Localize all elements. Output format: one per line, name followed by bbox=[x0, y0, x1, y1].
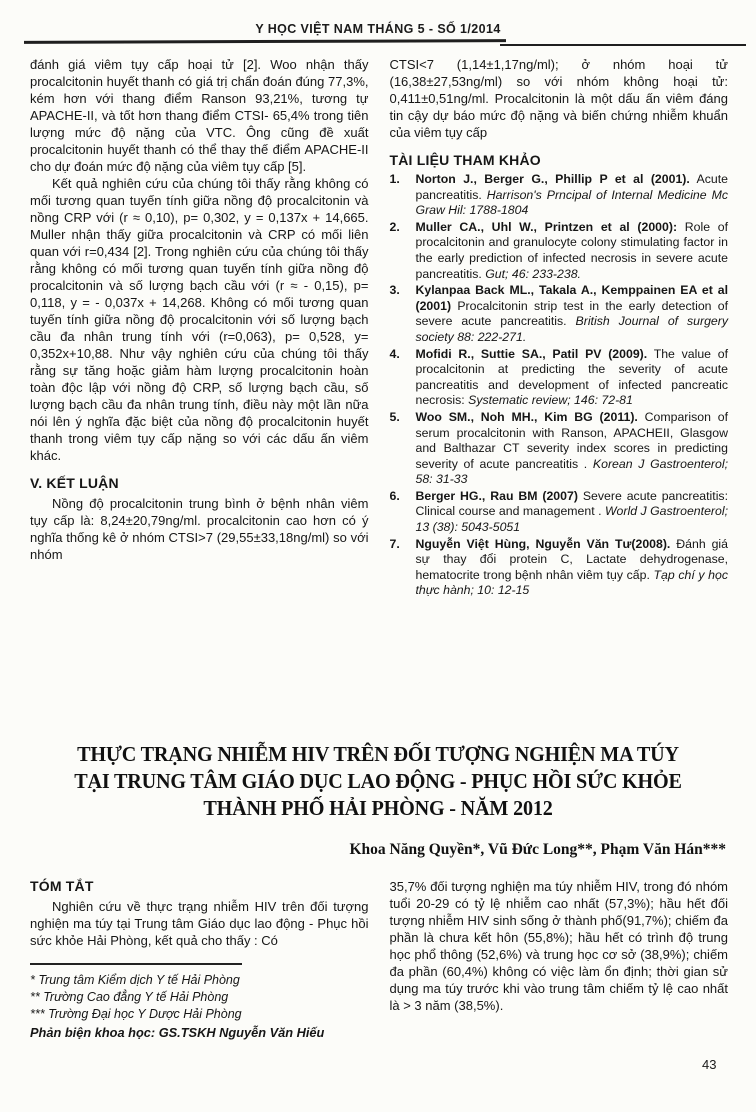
footnote-affiliation: * Trung tâm Kiểm dịch Y tế Hải Phòng bbox=[30, 973, 240, 987]
reference-number: 2. bbox=[389, 219, 400, 234]
reference-authors: Nguyễn Việt Hùng, Nguyễn Văn Tư(2008). bbox=[415, 536, 671, 551]
article2-title-line: THỰC TRẠNG NHIỄM HIV TRÊN ĐỐI TƯỢNG NGHIỆN MA TÚY bbox=[77, 742, 679, 766]
reference-authors: Woo SM., Noh MH., Kim BG (2011). bbox=[415, 409, 638, 424]
reference-number: 1. bbox=[389, 172, 400, 186]
article1-continuation-paragraph: CTSI<7 (1,14±1,17ng/ml); ở nhóm hoại tử (16,38±27,53ng/ml) so với nhóm không hoại tử: 0,411±0,51ng/ml. Procalcitonin là một dấu ấn viêm đáng tin cậy dự báo mức độ nặng và biến chứng nhiễm khuẩn của viêm tụy cấp bbox=[389, 57, 728, 140]
reference-journal: Tạp chí y học thực hành; 10: 12-15 bbox=[415, 567, 728, 598]
reference-text bbox=[416, 347, 729, 409]
article2-authors: Khoa Năng Quyền*, Vũ Đức Long**, Phạm Văn Hán*** bbox=[349, 841, 726, 858]
reference-text bbox=[416, 410, 729, 488]
reference-authors: Berger HG., Rau BM (2007) bbox=[415, 488, 578, 503]
reference-authors: Mofidi R., Suttie SA., Patil PV (2009). bbox=[415, 346, 648, 361]
page-number: 43 bbox=[702, 1057, 717, 1072]
article2-title-line: TẠI TRUNG TÂM GIÁO DỤC LAO ĐỘNG - PHỤC HỒI SỨC KHỎE bbox=[74, 769, 682, 793]
article2-right-column bbox=[390, 878, 729, 1042]
reference-title: Role of procalcitonin and granulocyte colony stimulating factor in the early prediction of infected necrosis in severe acute pancreatitis. bbox=[415, 219, 729, 281]
reference-text bbox=[416, 220, 729, 282]
scientific-review-note: Phản biện khoa học: GS.TSKH Nguyễn Văn Hiếu bbox=[30, 1025, 325, 1040]
reference-item bbox=[390, 283, 729, 345]
reference-list bbox=[390, 172, 729, 599]
reference-journal: World J Gastroenterol; 13 (38): 5043-5051 bbox=[415, 504, 728, 535]
reference-item bbox=[390, 347, 729, 409]
reference-title: Đánh giá sự thay đổi protein C, Lactate dehydrogenase, hematocrite trong bệnh nhân viêm tụy cấp. bbox=[415, 536, 729, 582]
reference-authors: Kylanpaa Back ML., Takala A., Kemppainen EA et al (2001) bbox=[415, 283, 728, 313]
reference-title: The value of procalcitonin at predicting the severity of acute pancreatitis and development of infected pancreatic necrosis: bbox=[415, 346, 728, 408]
article1-left-column bbox=[30, 56, 369, 600]
reference-number: 4. bbox=[389, 346, 400, 361]
reference-item bbox=[390, 172, 729, 219]
reference-journal: Korean J Gastroenterol; 58: 31-33 bbox=[415, 456, 729, 487]
reference-number: 6. bbox=[389, 488, 400, 503]
footnote-rule bbox=[30, 963, 242, 965]
reference-authors: Muller CA., Uhl W., Printzen et al (2000): bbox=[415, 219, 678, 234]
article2-columns bbox=[30, 878, 728, 1042]
conclusion-paragraph: Nồng độ procalcitonin trung bình ở bệnh nhân viêm tụy cấp là: 8,24±20,79ng/ml. procalcitonin cao hơn có ý nghĩa thống kê ở nhóm CTSI>7 (29,55±33,18ng/ml) so với nhóm bbox=[30, 496, 369, 562]
reference-title: Comparison of serum procalcitonin with Ranson, APACHEII, Glasgow and Balthazar CT severity index scores in predicting severity of acute pancreatitis . bbox=[415, 409, 728, 471]
header-rule-right bbox=[500, 44, 746, 46]
reference-text bbox=[416, 283, 729, 345]
reference-text bbox=[416, 537, 729, 599]
reference-journal: British Journal of surgery society 88: 222-271. bbox=[415, 314, 728, 344]
footnote-affiliation: ** Trường Cao đẳng Y tế Hải Phòng bbox=[30, 990, 229, 1004]
reference-item bbox=[390, 220, 729, 282]
article1-paragraph: Kết quả nghiên cứu của chúng tôi thấy rằng không có mối tương quan tuyến tính giữa nồng độ procalcitonin và nồng CRP với (r ≈ 0,10), p= 0,302, y = 0,137x + 14,665. Muller nhận thấy giữa procalcitonin và CRP có mối liên quan với r=0,434 [2]. Trong nghiên cứu của chúng tôi thấy rằng không có mối tương quan tuyến tính giữa nồng độ procalcitonin và số lượng bạch cầu với (r ≈ - 0,15), p= 0,118, y = - 0,037x + 14,268. Không có mối tương quan tuyến tính giữa nồng độ procalcitonin với số lượng bạch cầu đa nhân trung tính với (r=0,063), p= 0,528, y= 0,352x+10,88. Như vậy nghiên cứu của chúng tôi thấy rằng sự tăng hoặc giảm hàm lượng procalcitonin hoàn toàn độc lập với nồng độ CRP, số lượng bạch cầu, số lượng bạch cầu đa nhân trung tính, điều này một lần nữa nói lên ý nghĩa đặc biệt của nồng độ procalcitonin huyết thanh trong viêm tụy cấp nặng so với các dấu ấn viêm khác. bbox=[30, 176, 369, 463]
article2-title-line: THÀNH PHỐ HẢI PHÒNG - NĂM 2012 bbox=[203, 796, 553, 820]
reference-number: 5. bbox=[389, 409, 400, 424]
reference-item bbox=[390, 410, 729, 488]
reference-number: 3. bbox=[389, 283, 400, 298]
article2-title bbox=[42, 741, 714, 822]
reference-item bbox=[390, 537, 729, 599]
reference-item bbox=[390, 489, 729, 536]
reference-authors: Norton J., Berger G., Phillip P et al (2001). bbox=[415, 172, 690, 186]
reference-journal: Harrison's Prncipal of Internal Medicine Mc Graw Hil: 1788-1804 bbox=[415, 187, 728, 218]
article1-paragraph: đánh giá viêm tụy cấp hoại tử [2]. Woo nhận thấy procalcitonin huyết thanh có giá trị chẩn đoán đúng 77,3%, kém hơn với thang điểm Ranson 93,21%, tương tự APACHE-II, và tốt hơn thang điểm CTSI- 65,4% trong tiên lượng mức độ nặng của VTC. Ông cũng đề xuất procalcitonin huyết thanh có thể thay thế điểm APACHE-II cho dự đoán mức độ nặng của viêm tụy cấp [5]. bbox=[30, 57, 369, 174]
reference-title: Severe acute pancreatitis: Clinical course and management . bbox=[415, 488, 728, 519]
reference-text bbox=[416, 489, 729, 536]
references-heading: TÀI LIỆU THAM KHẢO bbox=[389, 152, 541, 168]
abstract-paragraph-right: 35,7% đối tượng nghiện ma túy nhiễm HIV, trong đó nhóm tuổi 20-29 có tỷ lệ nhiễm cao nhất (57,3%); hầu hết đối tượng nhiễm HIV sinh sống ở thành phố(91,7%); chiếm đa phần là chưa kết hôn (55,8%); hầu hết có trình độ trung học phổ thông (52,6%) và trung học cơ sở (38,9%); chiếm đa phần (60,4%) không có việc làm ổn định; thời gian sử dụng ma túy trước khi vào trung tâm chiếm tỷ lệ cao nhất là > 3 năm (38,5%). bbox=[389, 879, 728, 1013]
article2-left-column bbox=[30, 878, 369, 1042]
conclusion-heading: V. KẾT LUẬN bbox=[30, 475, 119, 491]
reference-title: Procalcitonin strip test in the early detection of severe acute pancreatitis. bbox=[415, 298, 728, 329]
abstract-paragraph-left: Nghiên cứu về thực trạng nhiễm HIV trên đối tượng nghiện ma túy tại Trung tâm Giáo dục lao động - Phục hồi sức khỏe Hải Phòng, kết quả cho thấy : Có bbox=[30, 899, 369, 948]
reference-journal: Systematic review; 146: 72-81 bbox=[468, 393, 633, 408]
footnote-affiliation: *** Trường Đại học Y Dược Hải Phòng bbox=[30, 1007, 242, 1021]
abstract-heading: TÓM TẮT bbox=[30, 878, 94, 894]
header-rule-left bbox=[24, 39, 506, 44]
reference-text bbox=[416, 172, 729, 219]
reference-title: Acute pancreatitis. bbox=[415, 172, 728, 202]
footnote-block bbox=[30, 963, 369, 1042]
reference-number: 7. bbox=[389, 536, 400, 551]
reference-journal: Gut; 46: 233-238. bbox=[485, 266, 581, 281]
article1-right-column bbox=[390, 56, 729, 600]
running-head: Y HỌC VIỆT NAM THÁNG 5 - SỐ 1/2014 bbox=[255, 22, 501, 36]
article1-columns bbox=[30, 56, 728, 600]
